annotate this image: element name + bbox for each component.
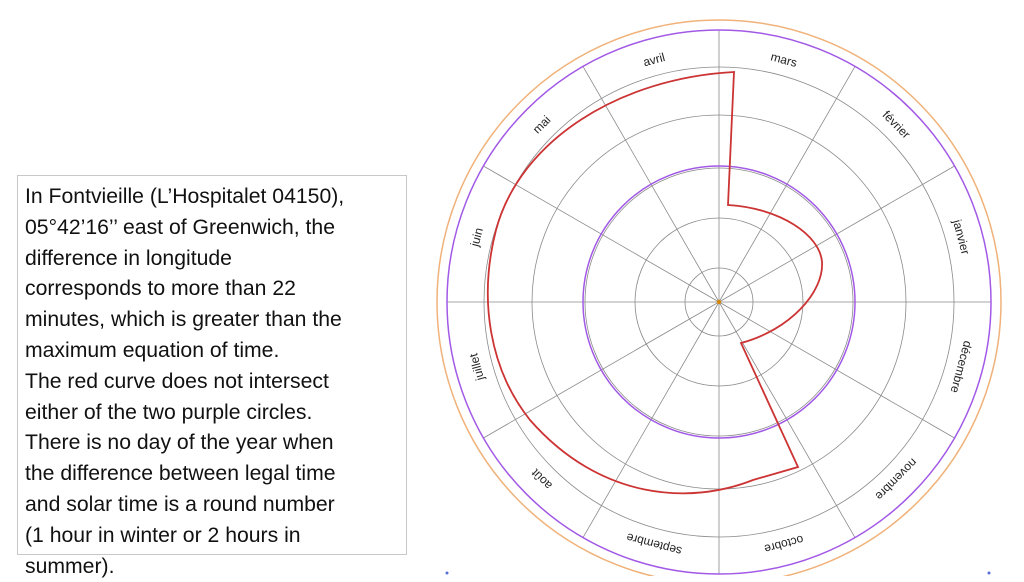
month-label: mars — [769, 49, 799, 70]
text-line: corresponds to more than 22 — [25, 277, 296, 301]
month-label: février — [879, 107, 914, 142]
month-label: octobre — [762, 532, 806, 557]
text-line: minutes, which is greater than the — [25, 308, 342, 332]
text-line: either of the two purple circles. — [25, 400, 313, 424]
corner-dot-left — [446, 572, 449, 575]
text-line: 05°42’16’’ east of Greenwich, the — [25, 215, 336, 239]
month-label: janvier — [949, 218, 973, 256]
month-label: mai — [529, 112, 554, 137]
text-line: and solar time is a round number — [25, 492, 335, 516]
text-line: The red curve does not intersect — [25, 369, 329, 393]
month-label: août — [528, 466, 555, 493]
month-label: décembre — [947, 339, 975, 395]
text-line: the difference between legal time — [25, 462, 336, 486]
month-label: avril — [641, 50, 667, 70]
month-label: novembre — [872, 455, 921, 504]
text-line: summer). — [25, 554, 115, 578]
explanation-textbox — [17, 175, 407, 578]
text-line: difference in longitude — [25, 246, 232, 270]
month-label: juillet — [466, 351, 488, 382]
text-line: There is no day of the year when — [25, 431, 334, 455]
text-line: maximum equation of time. — [25, 338, 280, 362]
text-line: (1 hour in winter or 2 hours in — [25, 523, 301, 547]
center-dot — [717, 300, 721, 304]
month-label: juin — [467, 226, 486, 248]
corner-dot-right — [988, 572, 991, 575]
month-labels — [466, 50, 975, 559]
month-label: septembre — [624, 530, 684, 559]
text-line: In Fontvieille (L’Hospitalet 04150), — [25, 185, 345, 208]
